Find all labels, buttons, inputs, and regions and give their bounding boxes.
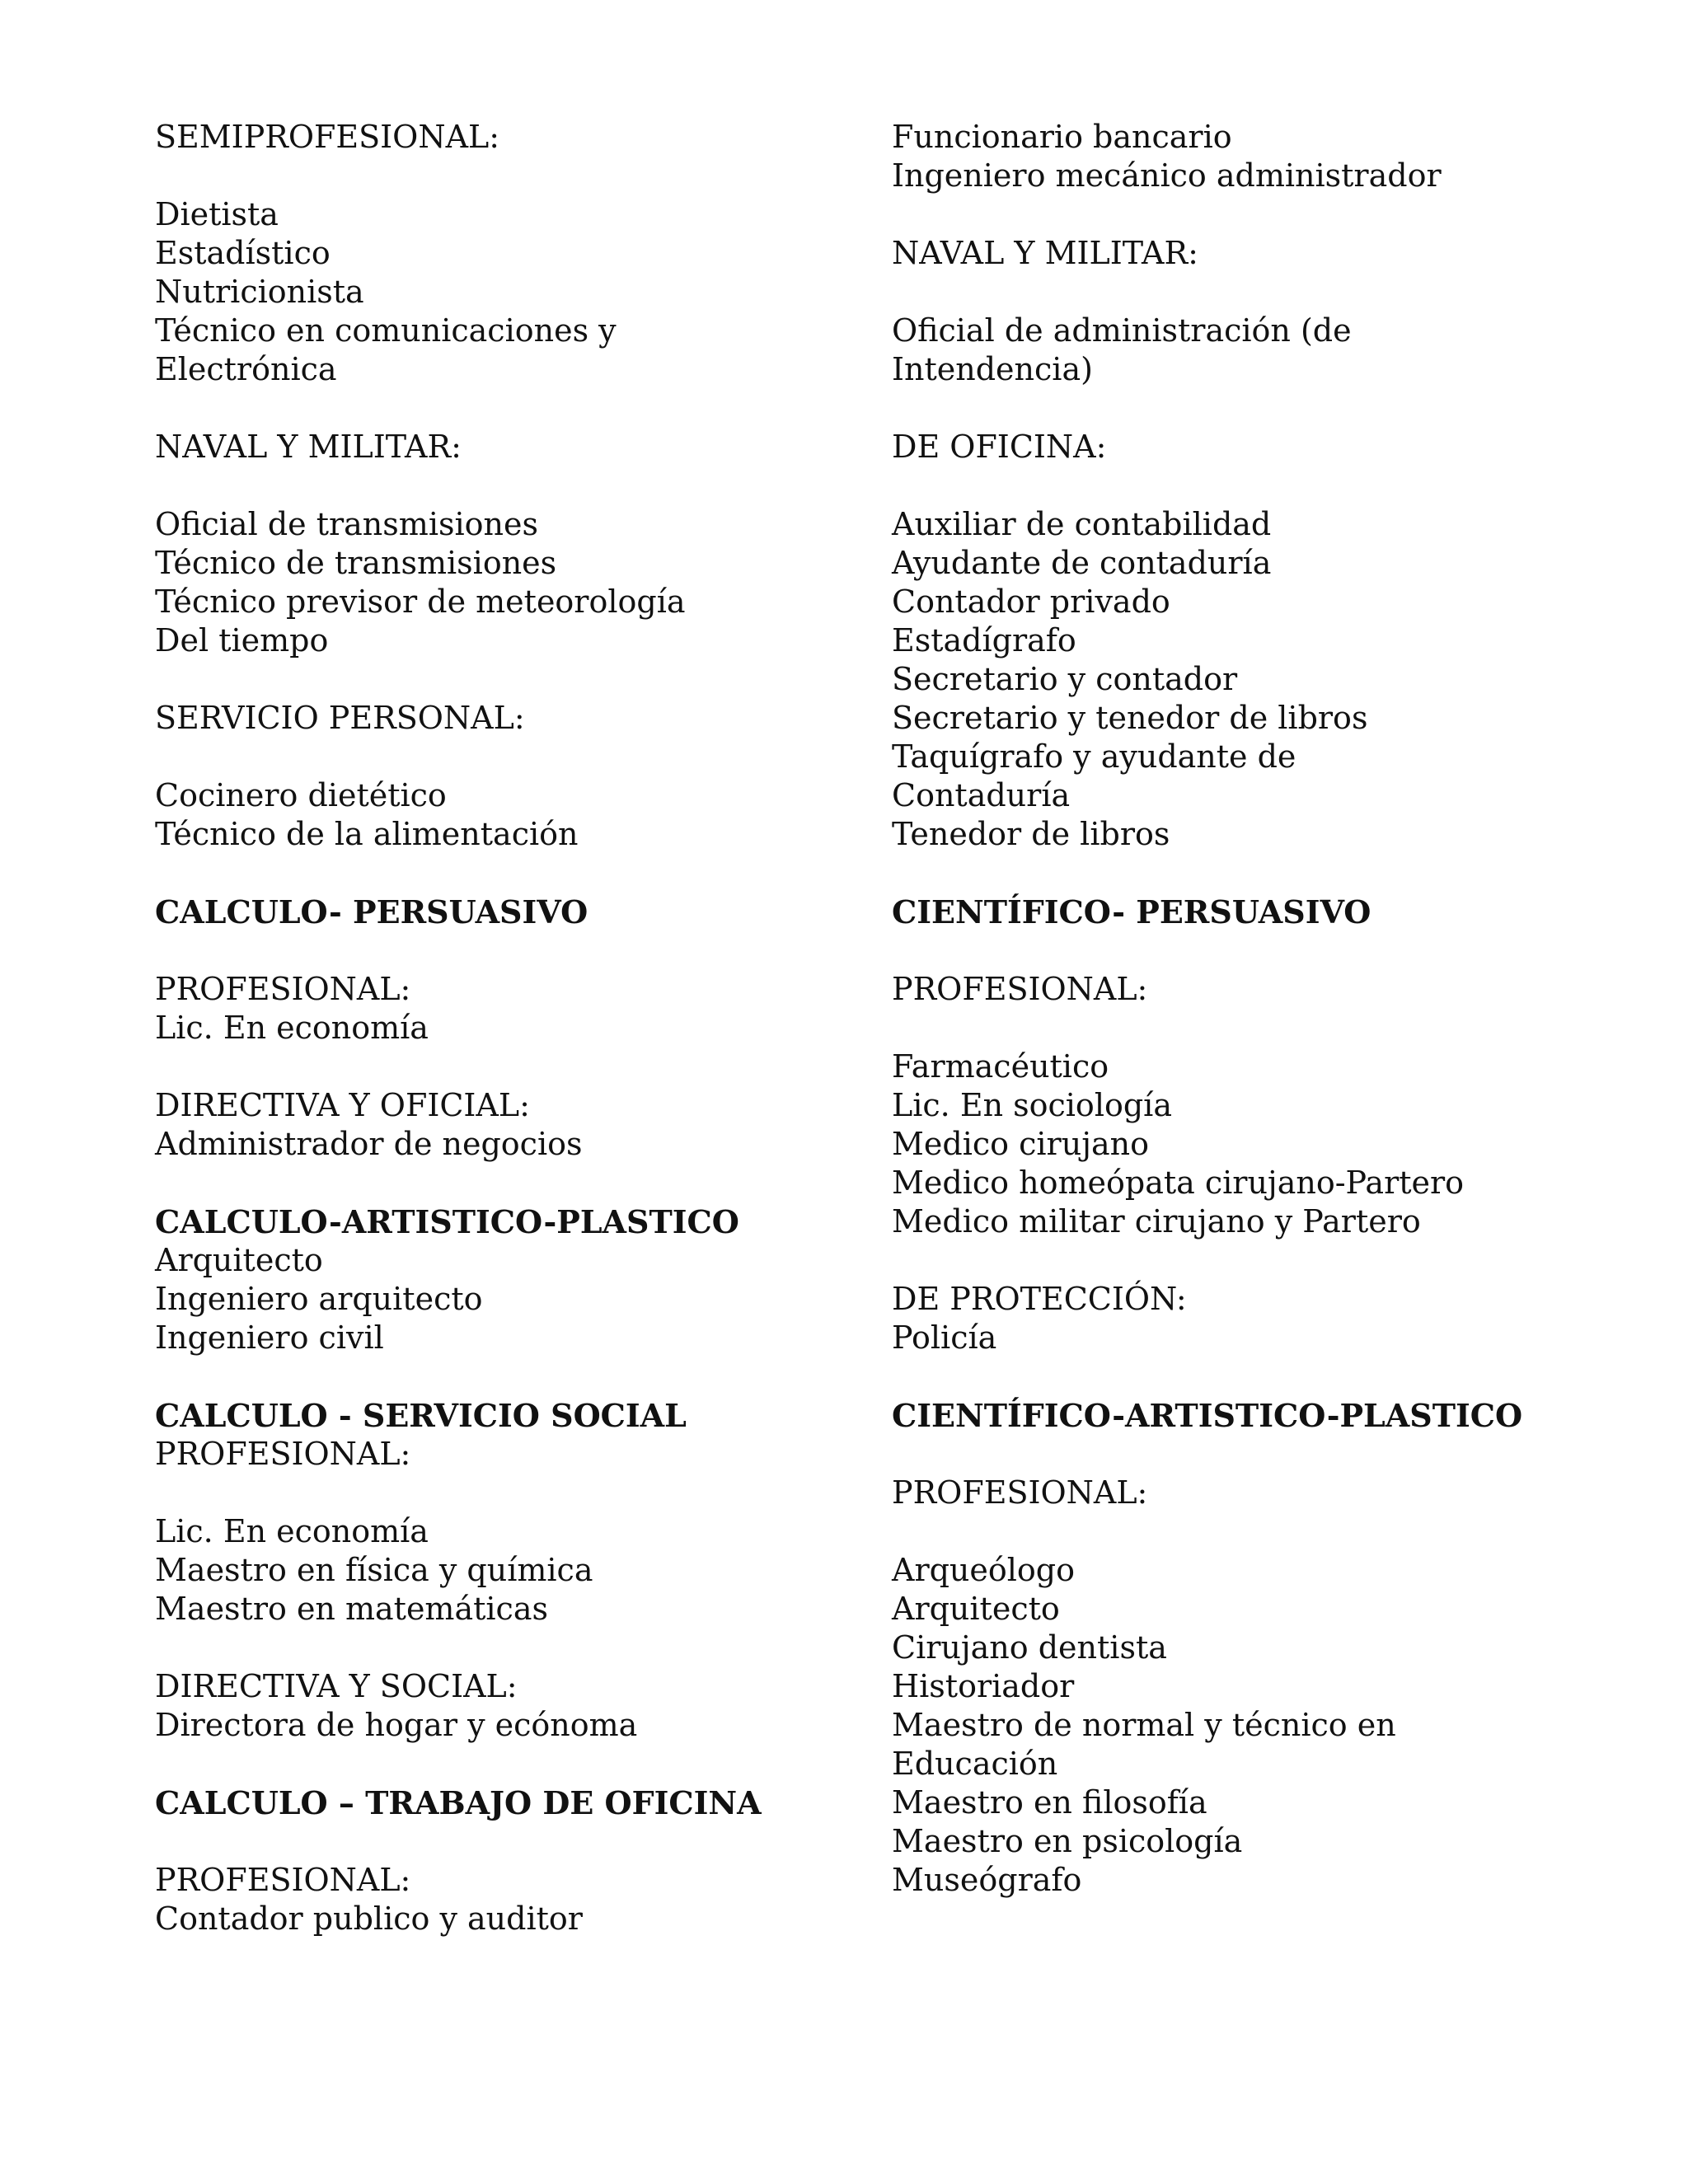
list-item: Policía bbox=[892, 1319, 997, 1356]
list-item: Museógrafo bbox=[892, 1862, 1082, 1898]
spacer bbox=[155, 1164, 864, 1202]
list-item: Maestro en filosofía bbox=[892, 1784, 1207, 1821]
spacer bbox=[892, 1435, 1634, 1474]
spacer bbox=[892, 195, 1634, 234]
category-heading: CALCULO - SERVICIO SOCIAL bbox=[155, 1397, 687, 1434]
spacer bbox=[155, 1047, 864, 1086]
section-header: NAVAL Y MILITAR: bbox=[892, 235, 1198, 271]
spacer bbox=[155, 466, 864, 505]
spacer bbox=[892, 1009, 1634, 1047]
list-item: Farmacéutico bbox=[892, 1048, 1109, 1085]
list-item: Estadístico bbox=[155, 235, 331, 271]
list-item: Secretario y contador bbox=[892, 661, 1238, 697]
right-column bbox=[892, 118, 1634, 1900]
list-item: Maestro de normal y técnico en bbox=[892, 1707, 1396, 1743]
list-item: Intendencia) bbox=[892, 351, 1093, 387]
spacer bbox=[155, 660, 864, 699]
list-item: Arqueólogo bbox=[892, 1552, 1076, 1588]
list-item: Dietista bbox=[155, 196, 279, 232]
category-heading: CIENTÍFICO- PERSUASIVO bbox=[892, 893, 1372, 930]
list-item: Ingeniero civil bbox=[155, 1319, 384, 1356]
list-item: Lic. En economía bbox=[155, 1010, 429, 1046]
list-item: Medico militar cirujano y Partero bbox=[892, 1203, 1421, 1240]
section-header: PROFESIONAL: bbox=[892, 1474, 1148, 1511]
left-column bbox=[155, 118, 864, 1938]
section-header: PROFESIONAL: bbox=[155, 1436, 411, 1472]
section-header: DIRECTIVA Y OFICIAL: bbox=[155, 1087, 530, 1123]
spacer bbox=[155, 1822, 864, 1861]
list-item: Oficial de administración (de bbox=[892, 312, 1352, 349]
list-item: Maestro en psicología bbox=[892, 1823, 1243, 1859]
list-item: Tenedor de libros bbox=[892, 816, 1170, 852]
list-item: Medico homeópata cirujano-Partero bbox=[892, 1165, 1465, 1201]
spacer bbox=[892, 931, 1634, 970]
list-item: Del tiempo bbox=[155, 622, 329, 658]
spacer bbox=[155, 1474, 864, 1512]
list-item: Maestro en física y química bbox=[155, 1552, 593, 1588]
list-item: Ingeniero arquitecto bbox=[155, 1281, 483, 1317]
list-item: Técnico de transmisiones bbox=[155, 545, 557, 581]
list-item: Maestro en matemáticas bbox=[155, 1591, 548, 1627]
section-header: NAVAL Y MILITAR: bbox=[155, 429, 462, 465]
spacer bbox=[155, 931, 864, 970]
spacer bbox=[155, 1629, 864, 1667]
spacer bbox=[155, 854, 864, 893]
list-item: Secretario y tenedor de libros bbox=[892, 700, 1368, 736]
list-item: Nutricionista bbox=[155, 274, 364, 310]
spacer bbox=[155, 389, 864, 428]
spacer bbox=[155, 738, 864, 776]
spacer bbox=[155, 1357, 864, 1396]
list-item: Directora de hogar y ecónoma bbox=[155, 1707, 638, 1743]
list-item: Contador publico y auditor bbox=[155, 1900, 583, 1937]
spacer bbox=[155, 157, 864, 195]
category-heading: CALCULO-ARTISTICO-PLASTICO bbox=[155, 1203, 739, 1240]
category-heading: CALCULO- PERSUASIVO bbox=[155, 893, 588, 930]
category-heading: CALCULO – TRABAJO DE OFICINA bbox=[155, 1784, 762, 1821]
section-header: PROFESIONAL: bbox=[155, 971, 411, 1007]
list-item: Estadígrafo bbox=[892, 622, 1076, 658]
section-header: PROFESIONAL: bbox=[155, 1862, 411, 1898]
list-item: Historiador bbox=[892, 1668, 1075, 1704]
list-item: Cocinero dietético bbox=[155, 777, 447, 813]
spacer bbox=[892, 1357, 1634, 1396]
list-item: Lic. En sociología bbox=[892, 1087, 1172, 1123]
spacer bbox=[892, 1512, 1634, 1551]
list-item: Oficial de transmisiones bbox=[155, 506, 538, 542]
list-item: Medico cirujano bbox=[892, 1126, 1149, 1162]
list-item: Cirujano dentista bbox=[892, 1629, 1167, 1666]
spacer bbox=[892, 1241, 1634, 1280]
list-item: Administrador de negocios bbox=[155, 1126, 583, 1162]
list-item: Arquitecto bbox=[155, 1242, 323, 1278]
section-header: DE PROTECCIÓN: bbox=[892, 1281, 1187, 1317]
list-item: Funcionario bancario bbox=[892, 119, 1232, 155]
spacer bbox=[155, 1745, 864, 1783]
section-header: SEMIPROFESIONAL: bbox=[155, 119, 500, 155]
list-item: Técnico en comunicaciones y bbox=[155, 312, 617, 349]
list-item: Contador privado bbox=[892, 583, 1170, 620]
section-header: DE OFICINA: bbox=[892, 429, 1107, 465]
list-item: Arquitecto bbox=[892, 1591, 1060, 1627]
spacer bbox=[892, 466, 1634, 505]
section-header: PROFESIONAL: bbox=[892, 971, 1148, 1007]
list-item: Técnico previsor de meteorología bbox=[155, 583, 686, 620]
list-item: Taquígrafo y ayudante de bbox=[892, 738, 1296, 775]
section-header: DIRECTIVA Y SOCIAL: bbox=[155, 1668, 518, 1704]
list-item: Auxiliar de contabilidad bbox=[892, 506, 1272, 542]
list-item: Ingeniero mecánico administrador bbox=[892, 157, 1442, 194]
list-item: Lic. En economía bbox=[155, 1513, 429, 1549]
section-header: SERVICIO PERSONAL: bbox=[155, 700, 525, 736]
list-item: Educación bbox=[892, 1746, 1058, 1782]
list-item: Contaduría bbox=[892, 777, 1071, 813]
spacer bbox=[892, 389, 1634, 428]
category-heading: CIENTÍFICO-ARTISTICO-PLASTICO bbox=[892, 1397, 1523, 1434]
list-item: Técnico de la alimentación bbox=[155, 816, 579, 852]
list-item: Ayudante de contaduría bbox=[892, 545, 1272, 581]
spacer bbox=[892, 854, 1634, 893]
spacer bbox=[892, 273, 1634, 312]
list-item: Electrónica bbox=[155, 351, 337, 387]
